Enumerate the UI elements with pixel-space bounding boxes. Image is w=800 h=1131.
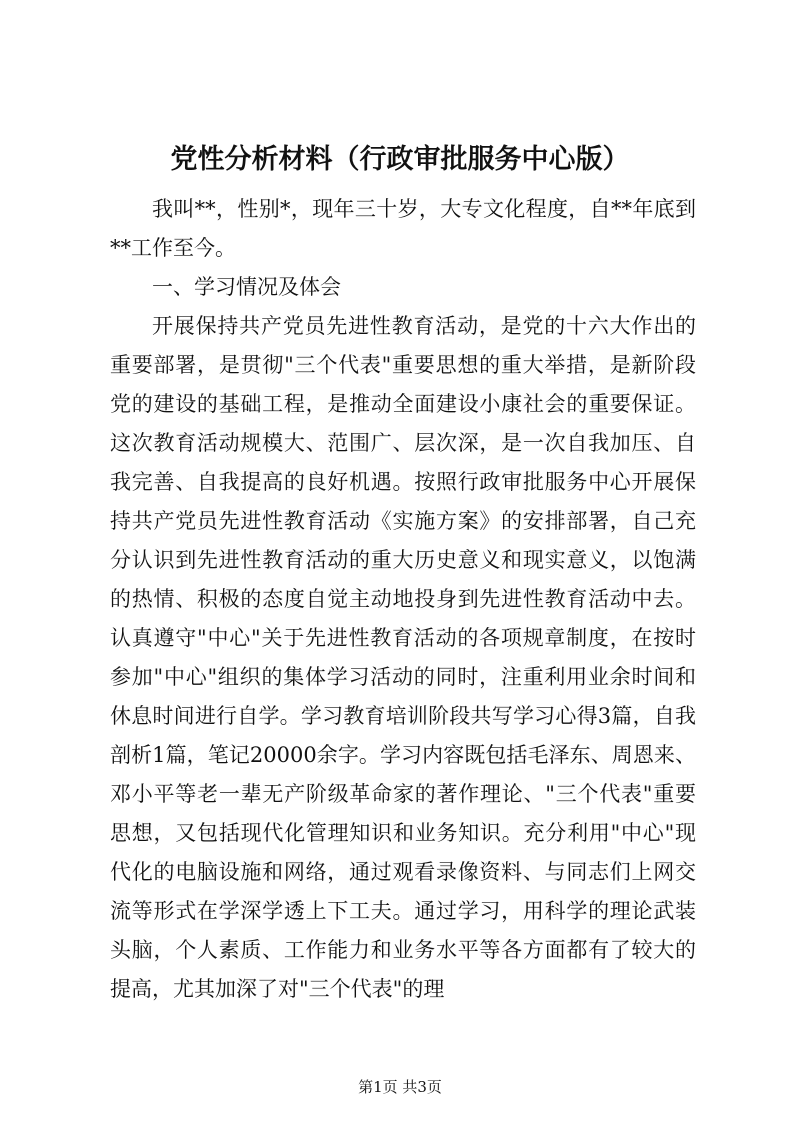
document-title: 党性分析材料（行政审批服务中心版） bbox=[170, 144, 630, 175]
page-number-footer: 第1页 共3页 bbox=[358, 1078, 442, 1096]
intro-paragraph: 我叫**，性别*，现年三十岁，大专文化程度，自**年底到**工作至今。 bbox=[110, 197, 696, 260]
section-heading-study: 一、学习情况及体会 bbox=[152, 275, 341, 299]
study-paragraph: 开展保持共产党员先进性教育活动，是党的十六大作出的重要部署，是贯彻"三个代表"重要思想的重大举措，是新阶段党的建设的基础工程，是推动全面建设小康社会的重要保证。这次教育活动规模大、范围广、层次深，是一次自我加压、自我完善、自我提高的良好机遇。按照行政审批服务中心开展保持共产党员先进性教育活动《实施方案》的安排部署，自己充分认识到先进性教育活动的重大历史意义和现实意义，以饱满的热情、积极的态度自觉主动地投身到先进性教育活动中去。认真遵守"中心"关于先进性教育活动的各项规章制度，在按时参加"中心"组织的集体学习活动的同时，注重利用业余时间和休息时间进行自学。学习教育培训阶段共写学习心得3篇，自我剖析1篇，笔记20000余字。学习内容既包括毛泽东、周恩来、邓小平等老一辈无产阶级革命家的著作理论、"三个代表"重要思想，又包括现代化管理知识和业务知识。充分利用"中心"现代化的电脑设施和网络，通过观看录像资料、与同志们上网交流等形式在学深学透上下工夫。通过学习，用科学的理论武装头脑，个人素质、工作能力和业务水平等各方面都有了较大的提高，尤其加深了对"三个代表"的理 bbox=[110, 314, 696, 1001]
